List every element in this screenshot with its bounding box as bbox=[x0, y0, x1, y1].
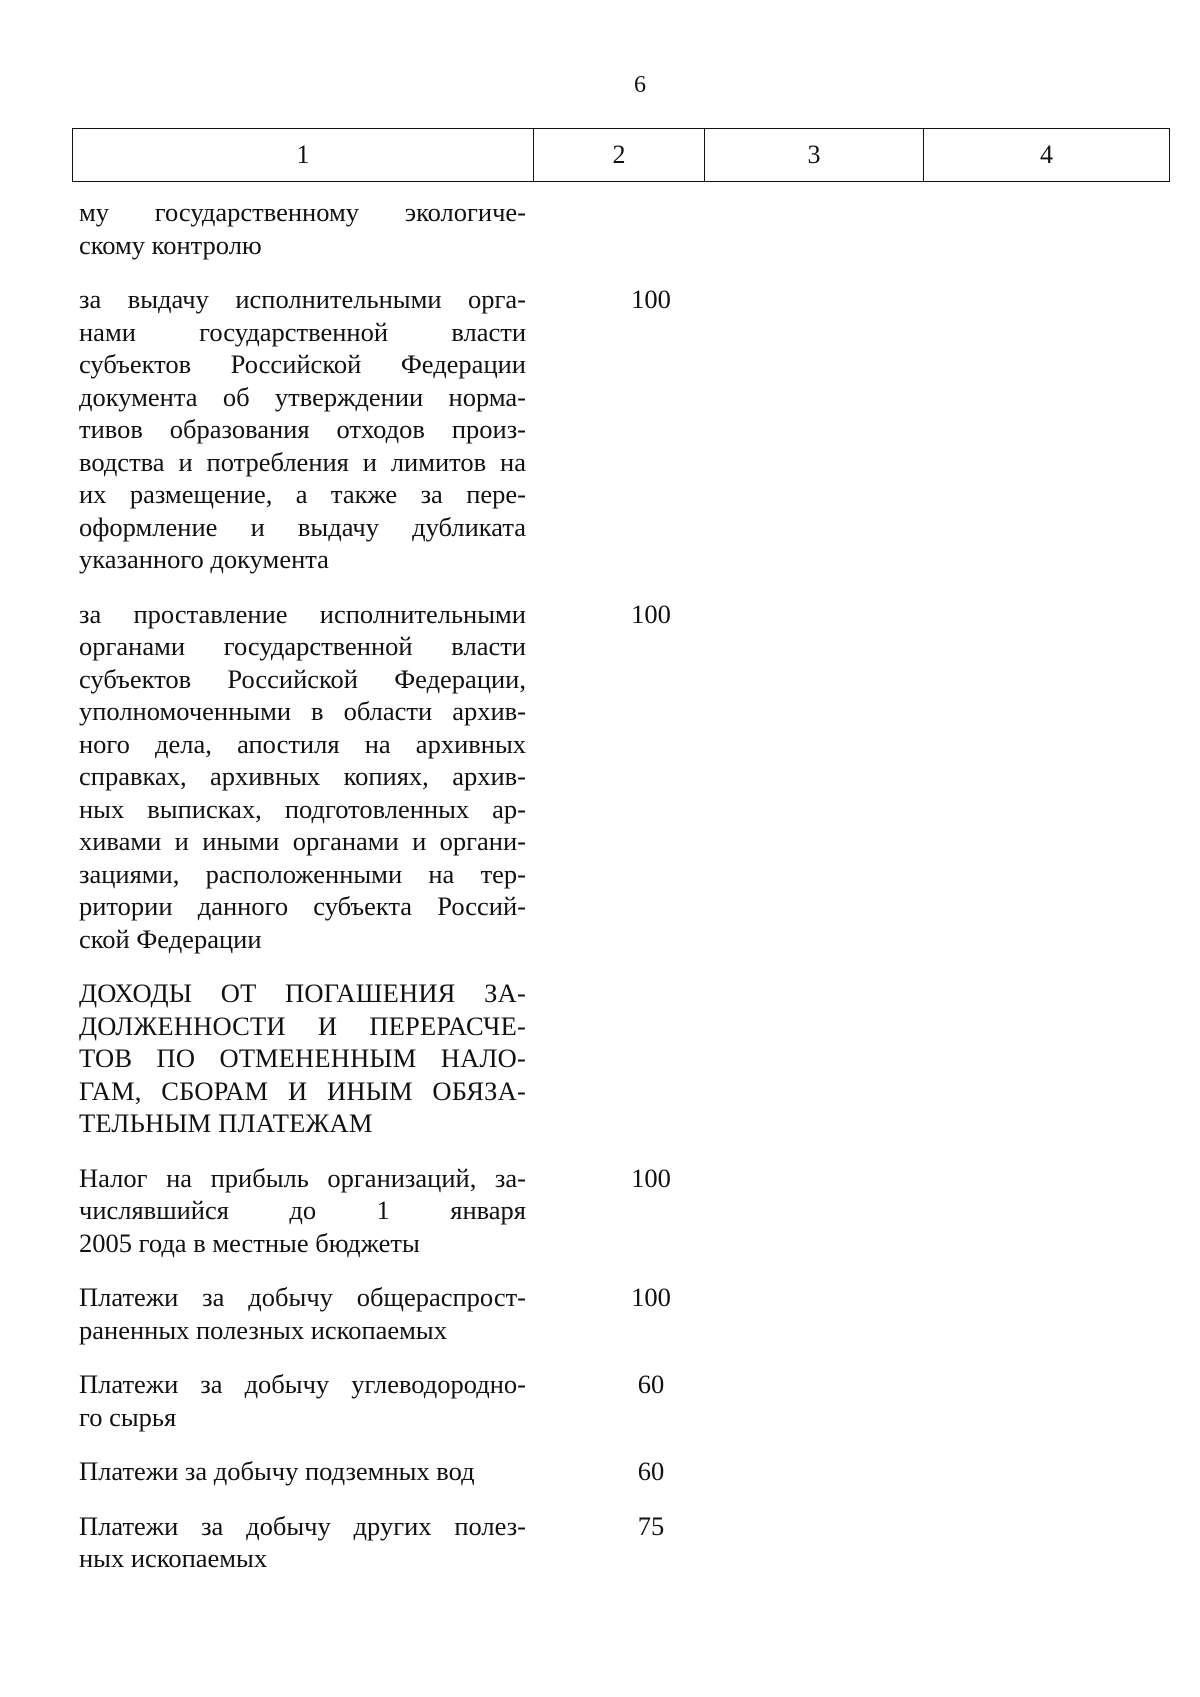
row-description-line: субъектов Российской Федерации, bbox=[79, 663, 526, 694]
table-row bbox=[79, 1368, 665, 1433]
table-row bbox=[79, 1162, 671, 1260]
row-value: 60 bbox=[637, 1369, 665, 1399]
row-description bbox=[79, 1281, 526, 1346]
row-description-line: ТЕЛЬНЫМ ПЛАТЕЖАМ bbox=[79, 1108, 373, 1138]
row-description-line: Платежи за добычу общераспрост- bbox=[79, 1282, 526, 1312]
row-description-line: уполномоченными в области архив- bbox=[79, 696, 526, 726]
row-description-line: субъектов Российской Федерации bbox=[79, 349, 526, 379]
table-body bbox=[79, 196, 671, 1597]
row-description-line: ГАМ, СБОРАМ И ИНЫМ ОБЯЗА- bbox=[79, 1075, 526, 1106]
column-header-row bbox=[73, 129, 1170, 182]
row-description-line: скому контролю bbox=[79, 229, 262, 260]
row-description-line: нами государственной власти bbox=[79, 316, 526, 347]
row-description-line: документа об утверждении норма- bbox=[79, 381, 526, 412]
row-value: 100 bbox=[631, 284, 671, 314]
row-description-line: органами государственной власти bbox=[79, 631, 526, 661]
row-description-line: водства и потребления и лимитов на bbox=[79, 446, 526, 477]
column-header-3: 3 bbox=[705, 129, 924, 182]
row-description-line: ТОВ ПО ОТМЕНЕННЫМ НАЛО- bbox=[79, 1043, 526, 1073]
row-description-line: Платежи за добычу других полез- bbox=[79, 1510, 526, 1541]
row-description-line: Платежи за добычу углеводородно- bbox=[79, 1369, 526, 1399]
table-row bbox=[79, 1281, 671, 1346]
table-row bbox=[79, 196, 526, 261]
column-header-2: 2 bbox=[534, 129, 705, 182]
table-row bbox=[79, 977, 526, 1140]
row-description-line: за проставление исполнительными bbox=[79, 598, 526, 629]
row-value: 100 bbox=[631, 1162, 671, 1193]
row-description-line: 2005 года в местные бюджеты bbox=[79, 1227, 420, 1258]
row-description bbox=[79, 598, 526, 956]
row-description-line: указанного документа bbox=[79, 544, 329, 574]
column-header-4: 4 bbox=[924, 129, 1170, 182]
row-value: 75 bbox=[637, 1510, 665, 1541]
row-description bbox=[79, 1162, 526, 1260]
table-row bbox=[79, 1455, 665, 1488]
row-description-line: справках, архивных копиях, архив- bbox=[79, 761, 526, 791]
row-description bbox=[79, 283, 526, 576]
row-description-line: тивов образования отходов произ- bbox=[79, 414, 526, 444]
row-description-line: ритории данного субъекта Россий- bbox=[79, 891, 526, 921]
row-description-line: ных выписках, подготовленных ар- bbox=[79, 793, 526, 824]
row-description-line: зациями, расположенными на тер- bbox=[79, 858, 526, 889]
row-value: 60 bbox=[637, 1456, 665, 1486]
row-description-line: раненных полезных ископаемых bbox=[79, 1314, 447, 1345]
row-description-line: ской Федерации bbox=[79, 923, 262, 954]
row-description bbox=[79, 1455, 526, 1488]
row-description-line: го сырья bbox=[79, 1401, 177, 1432]
row-description-line: их размещение, а также за пере- bbox=[79, 479, 526, 509]
column-header-1: 1 bbox=[73, 129, 534, 182]
row-description-line: му государственному экологиче- bbox=[79, 197, 526, 227]
column-header-table bbox=[72, 128, 1170, 182]
row-description bbox=[79, 196, 526, 261]
row-description-line: ных ископаемых bbox=[79, 1543, 268, 1573]
row-description-line: Налог на прибыль организаций, за- bbox=[79, 1162, 526, 1193]
row-description-line: оформление и выдачу дубликата bbox=[79, 511, 526, 542]
row-description-line: ного дела, апостиля на архивных bbox=[79, 728, 526, 759]
row-value: 100 bbox=[631, 598, 671, 629]
table-row bbox=[79, 1510, 665, 1575]
table-row bbox=[79, 283, 671, 576]
row-description bbox=[79, 1368, 526, 1433]
row-description-line: ДОЛЖЕННОСТИ И ПЕРЕРАСЧЕ- bbox=[79, 1010, 526, 1041]
table-row bbox=[79, 598, 671, 956]
page-number: 6 bbox=[634, 72, 646, 98]
row-value: 100 bbox=[631, 1282, 671, 1312]
row-description-line: Платежи за добычу подземных вод bbox=[79, 1456, 475, 1486]
row-description bbox=[79, 977, 526, 1140]
row-description-line: числявшийся до 1 января bbox=[79, 1195, 526, 1225]
row-description-line: ДОХОДЫ ОТ ПОГАШЕНИЯ ЗА- bbox=[79, 978, 526, 1008]
row-description-line: за выдачу исполнительными орга- bbox=[79, 284, 526, 314]
row-description bbox=[79, 1510, 526, 1575]
row-description-line: хивами и иными органами и органи- bbox=[79, 826, 526, 856]
